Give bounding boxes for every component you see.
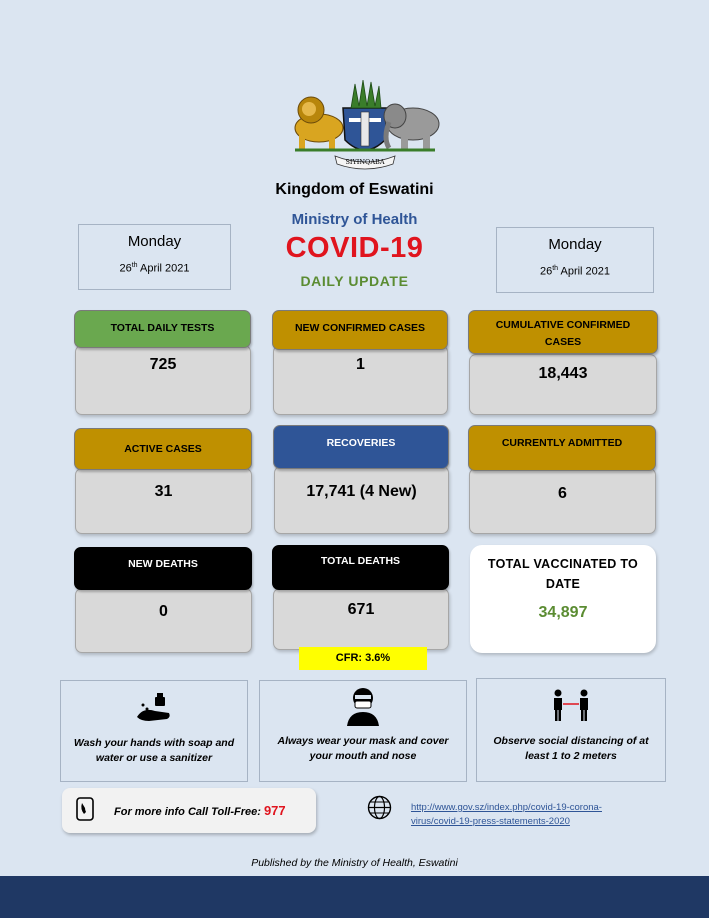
tip-handwash [60, 680, 248, 782]
date-text: 26th April 2021 [119, 262, 190, 275]
total-daily-tests-value: 725 [75, 345, 251, 415]
total-vaccinated-card [470, 545, 656, 653]
tip-mask [259, 680, 467, 782]
crest-motto: SIYINQABA [345, 158, 385, 166]
total-vaccinated-value: 34,897 [538, 604, 588, 621]
new-confirmed-label: NEW CONFIRMED CASES [272, 310, 448, 350]
total-deaths-value: 671 [273, 588, 449, 650]
cfr-badge: CFR: 3.6% [299, 647, 427, 670]
tollfree-info[interactable] [62, 788, 316, 833]
date-box-left [78, 224, 231, 290]
date-day: Monday [127, 233, 182, 250]
tollfree-text: For more info Call Toll-Free: 977 [114, 803, 286, 818]
tip-text: Always wear your mask and cover your mouth and nose [277, 735, 449, 762]
org-name: Kingdom of Eswatini [275, 181, 434, 198]
handwash-icon [135, 691, 173, 725]
ministry-name: Ministry of Health [291, 211, 418, 228]
cumulative-confirmed-value: 18,443 [469, 354, 657, 415]
tip-distancing [476, 678, 666, 782]
tollfree-number: 977 [263, 803, 286, 818]
distancing-icon [551, 688, 591, 722]
currently-admitted-value: 6 [469, 468, 656, 534]
mask-icon [345, 686, 381, 726]
page-subtitle: DAILY UPDATE [300, 273, 409, 289]
total-vaccinated-label: TOTAL VACCINATED TO DATE [487, 557, 639, 591]
active-cases-value: 31 [75, 468, 252, 534]
active-cases-label: ACTIVE CASES [74, 428, 252, 470]
published-by: Published by the Ministry of Health, Eswatini [251, 857, 458, 869]
eswatini-crest-icon [285, 78, 445, 170]
date-box-right [496, 227, 654, 293]
globe-icon [367, 795, 392, 820]
tip-text: Observe social distancing of at least 1 to 2 meters [493, 735, 649, 762]
date-day: Monday [548, 236, 602, 253]
currently-admitted-label: CURRENTLY ADMITTED [468, 425, 656, 471]
new-deaths-label: NEW DEATHS [74, 547, 252, 590]
total-daily-tests-label: TOTAL DAILY TESTS [74, 310, 251, 348]
footer-bar [0, 876, 709, 918]
phone-icon [76, 797, 94, 821]
recoveries-value: 17,741 (4 New) [274, 466, 449, 534]
date-text: 26th April 2021 [539, 265, 611, 278]
tip-text: Wash your hands with soap and water or use a sanitizer [73, 737, 235, 764]
new-confirmed-value: 1 [273, 345, 448, 415]
new-deaths-value: 0 [75, 588, 252, 653]
cumulative-confirmed-label: CUMULATIVE CONFIRMED CASES [468, 310, 658, 354]
recoveries-label: RECOVERIES [273, 425, 449, 469]
covid-info-link[interactable]: http://www.gov.sz/index.php/covid-19-corona-virus/covid-19-press-statements-2020 [411, 802, 602, 827]
total-deaths-label: TOTAL DEATHS [272, 545, 449, 590]
page-title: COVID-19 [285, 232, 424, 264]
